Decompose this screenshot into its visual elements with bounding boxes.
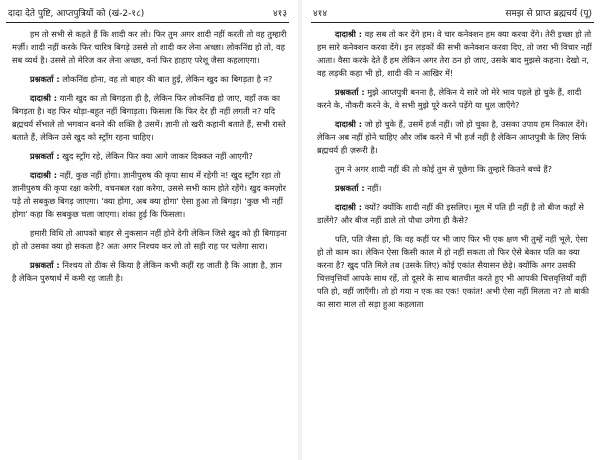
speaker-label: दादाश्री : [335, 29, 362, 39]
right-paragraph: दादाश्री : वह सब तो कर देंगे हम। वे चार कनेक्शन हम क्या करवा देंगे। तेरी इच्छा हो तो हम सारे कनेक्शन करवा देंगे। इन लड़कों की सभी कनेक्शन करवा दिए, तो जरा भी विचार नहीं आता। वैसा करके देते हैं हम लेकिन अगर तेरा ठन हो जाए, उसके बाद मुझसे कहना। देखो न, वह लड़की कहा भी हो, शादी की न आखिर में! [317, 29, 592, 78]
speaker-label: प्रश्नकर्ता : [30, 151, 60, 161]
speaker-label: प्रश्नकर्ता : [335, 87, 365, 97]
left-page [0, 0, 295, 460]
left-paragraph: प्रश्नकर्ता : खुद स्ट्रॉंग रहे, लेकिन फिर क्या आगे जाकर दिक्कत नहीं आएगी? [30, 151, 253, 161]
left-paragraph: हमारी विधि तो आपको बाहर से नुकसान नहीं होने देगी लेकिन जिसे खुद को ही बिगाड़ना हो तो उसका क्या हो सकता है? अतः अगर निश्चय कर लो तो सही राह पर चलेगा सारा। [12, 228, 287, 251]
left-page-header [6, 6, 289, 23]
speaker-label: प्रश्नकर्ता : [335, 183, 365, 193]
left-page-number: ४१३ [272, 9, 287, 19]
right-page [305, 0, 600, 460]
left-page-header-title: दादा देते पुष्टि, आप्तपुत्रियों को (खं-2-१८) [8, 9, 145, 19]
right-paragraph: दादाश्री : जो हो चुके हैं, उसमें हर्ज नहीं। जो हो चुका है, उसका उपाय हम निकाल देंगे। लेकिन अब नहीं होने चाहिए और जॉब करने में भी हर्ज नहीं है लेकिन आप्तपुत्री के लिए सिर्फ ब्रह्मचर्य ही ज़रूरी है। [317, 119, 588, 155]
right-page-header-title: समझ से प्राप्त ब्रह्मचर्य (पू) [505, 9, 592, 19]
speaker-label: दादाश्री : [30, 170, 57, 180]
book-gutter [298, 0, 302, 460]
right-page-header [311, 6, 594, 23]
right-page-body [317, 28, 592, 460]
speaker-label: दादाश्री : [30, 93, 57, 103]
right-paragraph: दादाश्री : क्यों? क्योंकि शादी नहीं की इसलिए। मूल में पति ही नहीं है तो बीज कहाँ से डालेंगे? और बीज नहीं डाले तो पौधा उगेगा ही कैसे? [317, 202, 584, 225]
left-paragraph: दादाश्री : यानी खुद का तो बिगड़ता ही है, लेकिन फिर लोकनिंद्य हो जाए, वहाँ तक का बिगड़ता है। वह फिर थोड़ा-बहुत नहीं बिगाड़ता। फिसला कि फिर देर ही नहीं लगती न? यदि ब्रह्मचर्य सँभाले तो भगवान बनने की शक्ति है उसमें। ज्ञानी तो खरी कहानी बताते हैं, सभी रास्ते बताते हैं, लेकिन उसे खुद को स्ट्रॉंग रहना चाहिए। [12, 93, 286, 142]
right-paragraph: प्रश्नकर्ता : मुझे आप्तपुत्री बनना है, लेकिन ये सारे जो मेरे भाव पहले हो चुके हैं, शादी करने के, नौकरी करने के, वे सभी मुझे पूरे करने पड़ेंगे या धुल जाएँगे? [317, 87, 582, 110]
right-paragraph: पति, पति जैसा हो, कि वह कहीं पर भी जाए फिर भी एक क्षण भी तुम्हें नहीं भूले, ऐसा हो तो काम का। लेकिन ऐसा किसी काल में हो नहीं सकता तो फिर ऐसे बेकार पति का क्या करना है? खुद पति मिले तब (उसके लिए) कोई एकांत सैयासन छेड़े। क्योंकि अगर उसकी चित्तवृत्तियाँ आपके साथ रहें, तो दूसरे के साथ बातचीत करते हुए भी आपकी चित्तवृत्तियाँ वहीं पति हो, वहीं जाएँगी। तो हो गया न एक का एक! एकांत! अभी ऐसा नहीं मिलता न? तो बाकी का सारा माल तो सड़ा हुआ कहलाता [317, 234, 589, 309]
right-page-number: ४१४ [313, 9, 328, 19]
speaker-label: प्रश्नकर्ता : [30, 74, 60, 84]
right-paragraph: तुम ने अगर शादी नहीं की तो कोई तुम से पूछेगा कि तुम्हारे कितने बच्चे हैं? [335, 164, 553, 174]
left-paragraph: हम तो सभी से कहते हैं कि शादी कर लो। फिर तुम अगर शादी नहीं करती तो वह तुम्हारी मर्ज़ी। शादी नहीं करके फिर चारित्र बिगड़े उससे तो शादी कर लेना अच्छा। लोकनिंद्य हो तो, वह सब व्यर्थ है। उससे तो मेरिज कर लेना अच्छा, वर्ना फिर हाहाए परेशू जैसा कहलाएगा। [12, 29, 287, 65]
speaker-label: प्रश्नकर्ता : [30, 260, 60, 270]
speaker-label: दादाश्री : [335, 202, 362, 212]
right-paragraph: प्रश्नकर्ता : नहीं। [335, 183, 382, 193]
speaker-label: दादाश्री : [335, 119, 362, 129]
left-paragraph: प्रश्नकर्ता : लोकनिंद्य होना, वह तो बाहर की बात हुई, लेकिन खुद का बिगड़ता है न? [30, 74, 273, 84]
left-page-body [12, 28, 287, 460]
left-paragraph: दादाश्री : नहीं, कुछ नहीं होगा। ज्ञानीपुरुष की कृपा साथ में रहेगी न! खुद स्ट्रॉंग रहा तो ज्ञानीपुरुष की कृपा रक्षा करेगी, वचनबल रक्षा करेगा, उससे सभी काम होते रहेंगे। खुद कमज़ोर पड़े तो सबकुछ बिगड़ जाएगा। 'क्या होगा, अब क्या होगा' ऐसा हुआ तो बिगड़ा। 'कुछ भी नहीं होगा' कहा कि सबकुछ चला जाएगा। शंका हुई कि फिसला। [12, 170, 286, 219]
left-paragraph: प्रश्नकर्ता : निश्चय तो ठीक से किया है लेकिन कभी कहीं रह जाती है कि आज्ञा है, ज्ञान है लेकिन पुरुषार्थ में कमी रह जाती है। [12, 260, 282, 283]
